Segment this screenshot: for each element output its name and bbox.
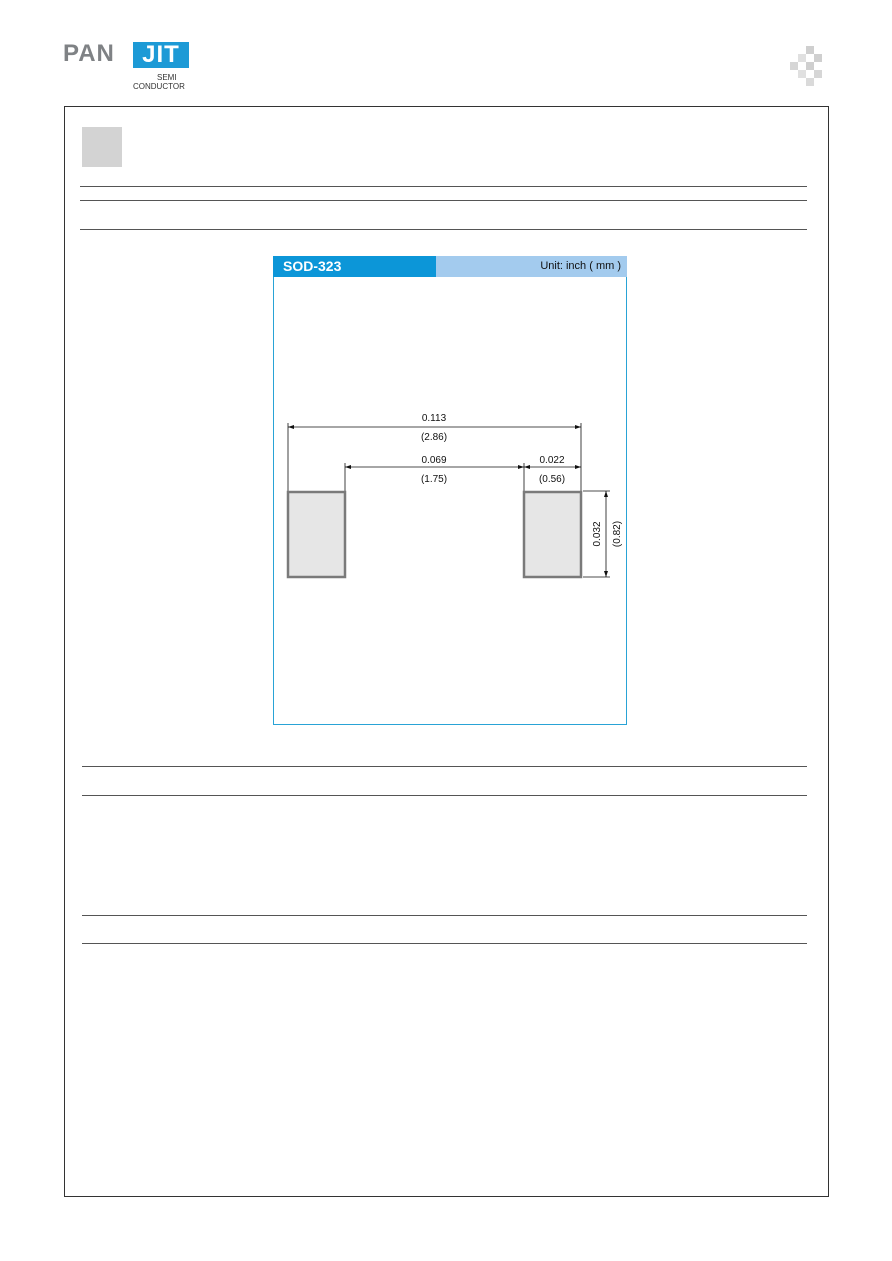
logo-subtitle-conductor: CONDUCTOR — [133, 82, 185, 91]
divider-line — [82, 766, 807, 767]
arrow-icon — [288, 425, 294, 429]
divider-line — [82, 915, 807, 916]
dim-overall-width-mm: (2.86) — [420, 432, 448, 443]
dim-pad-gap-mm: (1.75) — [420, 474, 448, 485]
logo-brand-jit: JIT — [133, 42, 189, 68]
arrow-icon — [604, 571, 608, 577]
arrow-icon — [524, 465, 530, 469]
dim-pad-width-in: 0.022 — [539, 455, 565, 466]
logo-brand-pan: PAN — [63, 40, 115, 67]
package-name-label: SOD-323 — [273, 256, 436, 277]
dim-pad-height-mm: (0.82) — [612, 520, 623, 548]
dim-pad-height-in: 0.032 — [592, 521, 603, 547]
dim-pad-width-mm: (0.56) — [538, 474, 566, 485]
arrow-icon — [575, 425, 581, 429]
logo-subtitle-semi: SEMI — [157, 73, 177, 82]
divider-line — [82, 795, 807, 796]
divider-line — [82, 943, 807, 944]
dim-pad-gap-in: 0.069 — [421, 455, 447, 466]
arrow-icon — [518, 465, 524, 469]
arrow-icon — [575, 465, 581, 469]
unit-label: Unit: inch ( mm ) — [436, 256, 627, 277]
dim-overall-width-in: 0.113 — [421, 413, 447, 424]
arrow-icon — [604, 491, 608, 497]
solder-pad-left — [288, 492, 345, 577]
arrow-icon — [345, 465, 351, 469]
solder-pad-right — [524, 492, 581, 577]
